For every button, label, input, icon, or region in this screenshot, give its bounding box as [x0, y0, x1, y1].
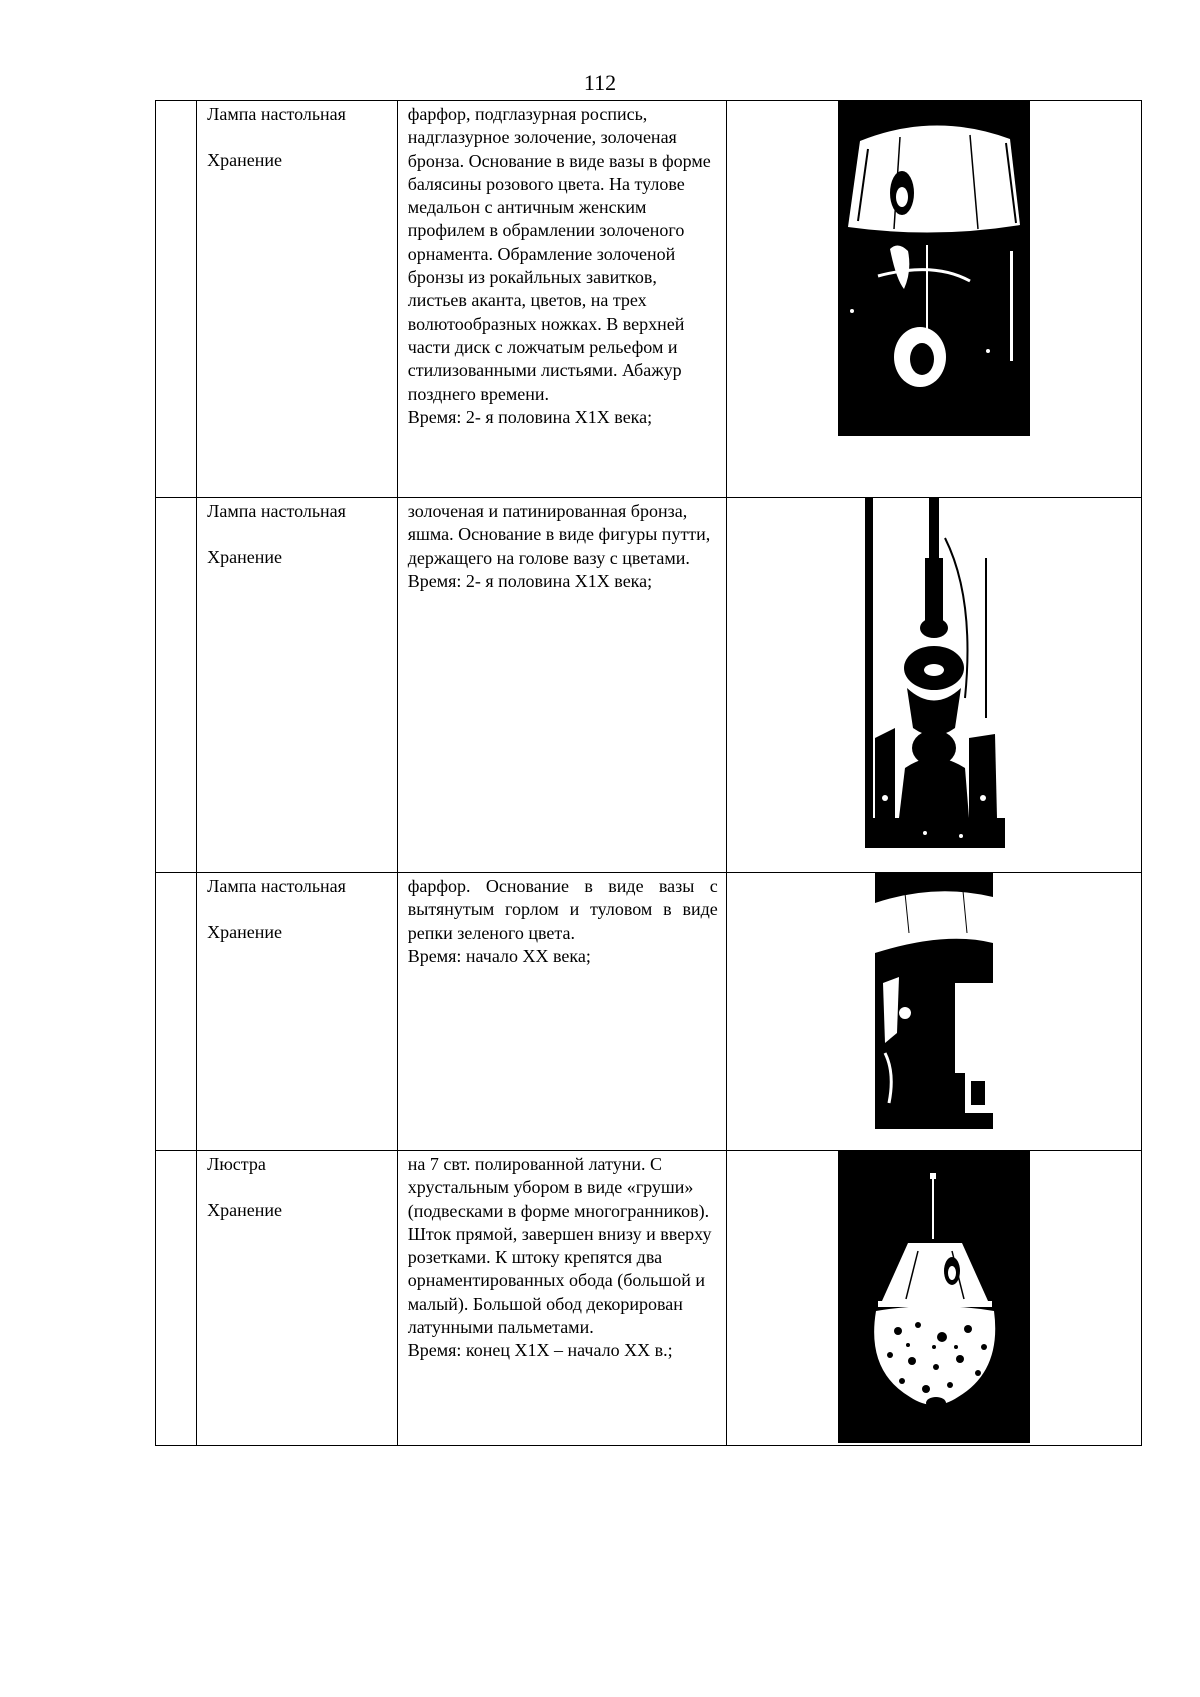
table-row	[156, 873, 1142, 1151]
image-cell	[726, 498, 1141, 873]
item-name: Лампа настольная	[207, 876, 346, 896]
name-cell	[197, 101, 398, 498]
item-description: на 7 свт. полированной латуни. С хрустальным убором в виде «груши» (подвесками в форме многогранников). Шток прямой, завершен внизу и вверху розетками. К штоку крепятся два орнаментированных обода (большой и малый). Большой обод декорирован латунными пальметами.	[407, 1154, 712, 1338]
item-name: Лампа настольная	[207, 104, 346, 124]
item-status: Хранение	[207, 547, 282, 567]
table-row	[156, 498, 1142, 873]
description-cell	[397, 1151, 726, 1446]
porcelain-lamp-photo	[875, 873, 993, 1129]
item-time: Время: 2- я половина Х1Х века;	[407, 570, 653, 591]
item-description: фарфор. Основание в виде вазы с вытянутым горлом и туловом в виде репки зеленого цвета.	[407, 876, 718, 943]
number-cell	[156, 873, 197, 1151]
table-row	[156, 1151, 1142, 1446]
table-lamp-photo	[838, 101, 1030, 436]
page-number: 112	[583, 70, 617, 95]
item-description: фарфор, подглазурная роспись, надглазурное золочение, золоченая бронза. Основание в виде вазы в форме балясины розового цвета. На тулове медальон с античным женским профилем в обрамлении золоченого орнамента. Обрамление золоченой бронзы из рокайльных завитков, листьев аканта, цветов, на трех волютообразных ножках. В верхней части диск с ложчатым рельефом и стилизованными листьями. Абажур позднего времени.	[407, 104, 711, 404]
item-status: Хранение	[207, 922, 282, 942]
image-cell	[726, 101, 1141, 498]
item-time: Время: 2- я половина Х1Х века;	[407, 406, 653, 427]
description-cell	[397, 101, 726, 498]
number-cell	[156, 1151, 197, 1446]
description-cell	[397, 498, 726, 873]
bronze-lamp-photo	[865, 498, 1009, 848]
item-time: Время: начало ХХ века;	[407, 945, 591, 966]
item-time: Время: конец Х1Х – начало ХХ в.;	[407, 1340, 673, 1361]
name-cell	[197, 873, 398, 1151]
catalog-table	[155, 100, 1142, 1446]
image-cell	[726, 873, 1141, 1151]
name-cell	[197, 1151, 398, 1446]
number-cell	[156, 498, 197, 873]
number-cell	[156, 101, 197, 498]
chandelier-photo	[838, 1151, 1030, 1443]
item-description: золоченая и патинированная бронза, яшма. Основание в виде фигуры путти, держащего на голове вазу с цветами.	[407, 501, 711, 568]
description-cell	[397, 873, 726, 1151]
item-status: Хранение	[207, 1200, 282, 1220]
item-status: Хранение	[207, 150, 282, 170]
table-row	[156, 101, 1142, 498]
item-name: Лампа настольная	[207, 501, 346, 521]
name-cell	[197, 498, 398, 873]
image-cell	[726, 1151, 1141, 1446]
item-name: Люстра	[207, 1154, 266, 1174]
